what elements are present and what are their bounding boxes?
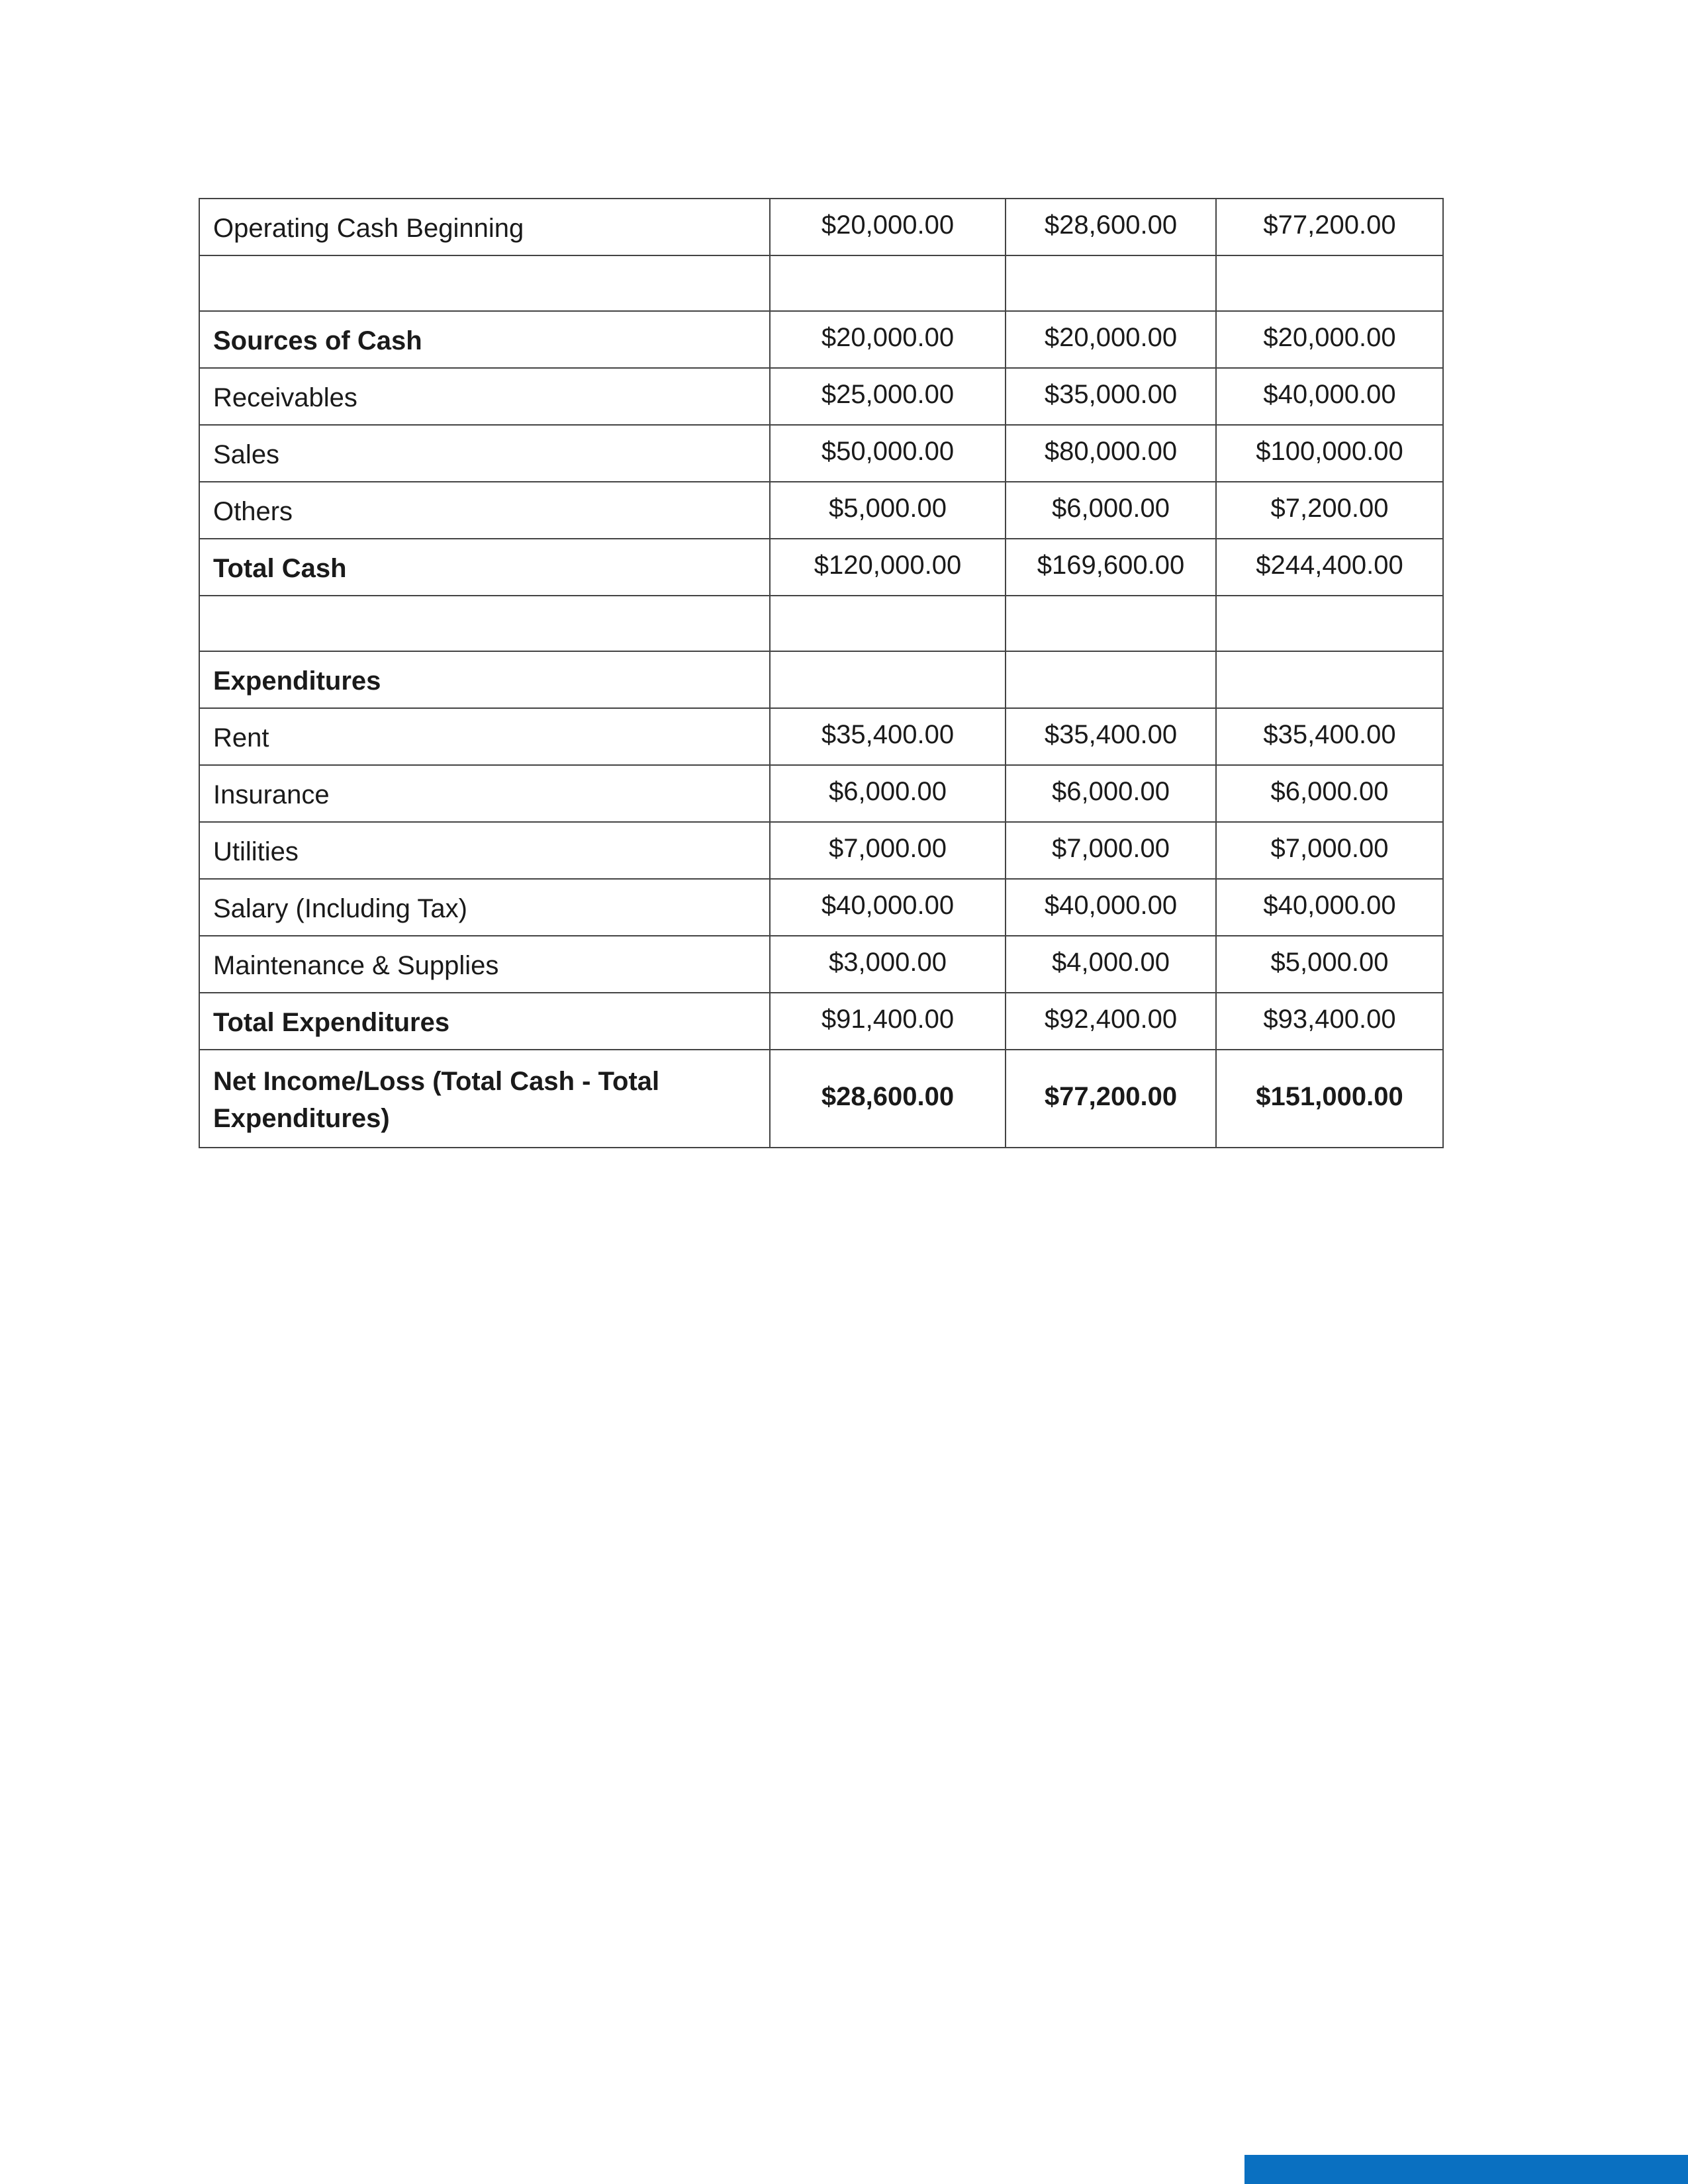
cell-value-1: $5,000.00 xyxy=(770,482,1006,539)
cell-value-2: $80,000.00 xyxy=(1006,425,1216,482)
cash-flow-table-body xyxy=(199,199,1443,1148)
row-label xyxy=(199,708,770,765)
cell-value-3: $20,000.00 xyxy=(1216,311,1443,368)
cell-value-1 xyxy=(770,596,1006,651)
row-label xyxy=(199,1050,770,1148)
table-row-empty xyxy=(199,255,1443,311)
row-label xyxy=(199,482,770,539)
cell-value-1: $40,000.00 xyxy=(770,879,1006,936)
row-label xyxy=(199,879,770,936)
cell-value-1: $20,000.00 xyxy=(770,311,1006,368)
row-label-text: Utilities xyxy=(213,837,299,866)
row-label xyxy=(199,311,770,368)
row-label-text: Salary (Including Tax) xyxy=(213,894,467,923)
cell-value-3: $6,000.00 xyxy=(1216,765,1443,822)
row-label-text: Total Cash xyxy=(213,554,347,583)
cell-value-1: $91,400.00 xyxy=(770,993,1006,1050)
row-label-text: Sources of Cash xyxy=(213,326,422,355)
row-label xyxy=(199,822,770,879)
cell-value-2: $20,000.00 xyxy=(1006,311,1216,368)
cell-value-2: $35,000.00 xyxy=(1006,368,1216,425)
row-label-text: Net Income/Loss (Total Cash - Total Expenditures) xyxy=(213,1067,660,1133)
cell-value-2 xyxy=(1006,596,1216,651)
cell-value-3: $40,000.00 xyxy=(1216,879,1443,936)
table-row xyxy=(199,765,1443,822)
cell-value-1: $120,000.00 xyxy=(770,539,1006,596)
row-label xyxy=(199,936,770,993)
cell-value-1: $3,000.00 xyxy=(770,936,1006,993)
cell-value-2: $7,000.00 xyxy=(1006,822,1216,879)
row-label-text: Rent xyxy=(213,723,269,752)
row-label xyxy=(199,765,770,822)
cell-value-2: $4,000.00 xyxy=(1006,936,1216,993)
row-label xyxy=(199,255,770,311)
row-label-text: Maintenance & Supplies xyxy=(213,951,499,980)
table-row-total xyxy=(199,539,1443,596)
row-label xyxy=(199,425,770,482)
row-label xyxy=(199,651,770,708)
cell-value-3: $40,000.00 xyxy=(1216,368,1443,425)
cell-value-1: $28,600.00 xyxy=(770,1050,1006,1148)
row-label xyxy=(199,596,770,651)
table-row xyxy=(199,822,1443,879)
row-label xyxy=(199,539,770,596)
table-row xyxy=(199,482,1443,539)
row-label xyxy=(199,368,770,425)
table-row xyxy=(199,368,1443,425)
row-label-text: Expenditures xyxy=(213,666,381,696)
cell-value-2: $6,000.00 xyxy=(1006,765,1216,822)
row-label xyxy=(199,993,770,1050)
table-row xyxy=(199,879,1443,936)
cell-value-2 xyxy=(1006,651,1216,708)
cell-value-3: $151,000.00 xyxy=(1216,1050,1443,1148)
cell-value-2: $35,400.00 xyxy=(1006,708,1216,765)
cell-value-1 xyxy=(770,255,1006,311)
row-label-text: Total Expenditures xyxy=(213,1008,450,1037)
row-label-text: Insurance xyxy=(213,780,330,809)
cell-value-3: $100,000.00 xyxy=(1216,425,1443,482)
cell-value-3 xyxy=(1216,651,1443,708)
cell-value-2 xyxy=(1006,255,1216,311)
row-label-text: Operating Cash Beginning xyxy=(213,214,524,243)
cash-flow-table xyxy=(199,198,1444,1148)
cell-value-3: $7,200.00 xyxy=(1216,482,1443,539)
cell-value-2: $40,000.00 xyxy=(1006,879,1216,936)
row-label-text: Receivables xyxy=(213,383,357,412)
cell-value-3 xyxy=(1216,255,1443,311)
cell-value-1: $6,000.00 xyxy=(770,765,1006,822)
cell-value-3: $244,400.00 xyxy=(1216,539,1443,596)
cell-value-2: $28,600.00 xyxy=(1006,199,1216,255)
table-row-empty xyxy=(199,596,1443,651)
cell-value-3: $35,400.00 xyxy=(1216,708,1443,765)
cell-value-3: $93,400.00 xyxy=(1216,993,1443,1050)
cell-value-1: $20,000.00 xyxy=(770,199,1006,255)
cell-value-1: $35,400.00 xyxy=(770,708,1006,765)
table-row-section-header xyxy=(199,651,1443,708)
table-row xyxy=(199,425,1443,482)
row-label xyxy=(199,199,770,255)
table-row xyxy=(199,936,1443,993)
cell-value-2: $6,000.00 xyxy=(1006,482,1216,539)
row-label-text: Sales xyxy=(213,440,280,469)
cell-value-3 xyxy=(1216,596,1443,651)
table-row-total xyxy=(199,993,1443,1050)
cell-value-2: $169,600.00 xyxy=(1006,539,1216,596)
table-row xyxy=(199,708,1443,765)
cell-value-1 xyxy=(770,651,1006,708)
cell-value-1: $25,000.00 xyxy=(770,368,1006,425)
table-row-net-income xyxy=(199,1050,1443,1148)
table-row-section-header xyxy=(199,311,1443,368)
row-label-text: Others xyxy=(213,497,293,526)
cell-value-1: $7,000.00 xyxy=(770,822,1006,879)
cell-value-3: $5,000.00 xyxy=(1216,936,1443,993)
cell-value-3: $77,200.00 xyxy=(1216,199,1443,255)
cell-value-1: $50,000.00 xyxy=(770,425,1006,482)
cell-value-3: $7,000.00 xyxy=(1216,822,1443,879)
footer-accent-bar xyxy=(1244,2155,1688,2184)
cell-value-2: $92,400.00 xyxy=(1006,993,1216,1050)
table-row xyxy=(199,199,1443,255)
cell-value-2: $77,200.00 xyxy=(1006,1050,1216,1148)
